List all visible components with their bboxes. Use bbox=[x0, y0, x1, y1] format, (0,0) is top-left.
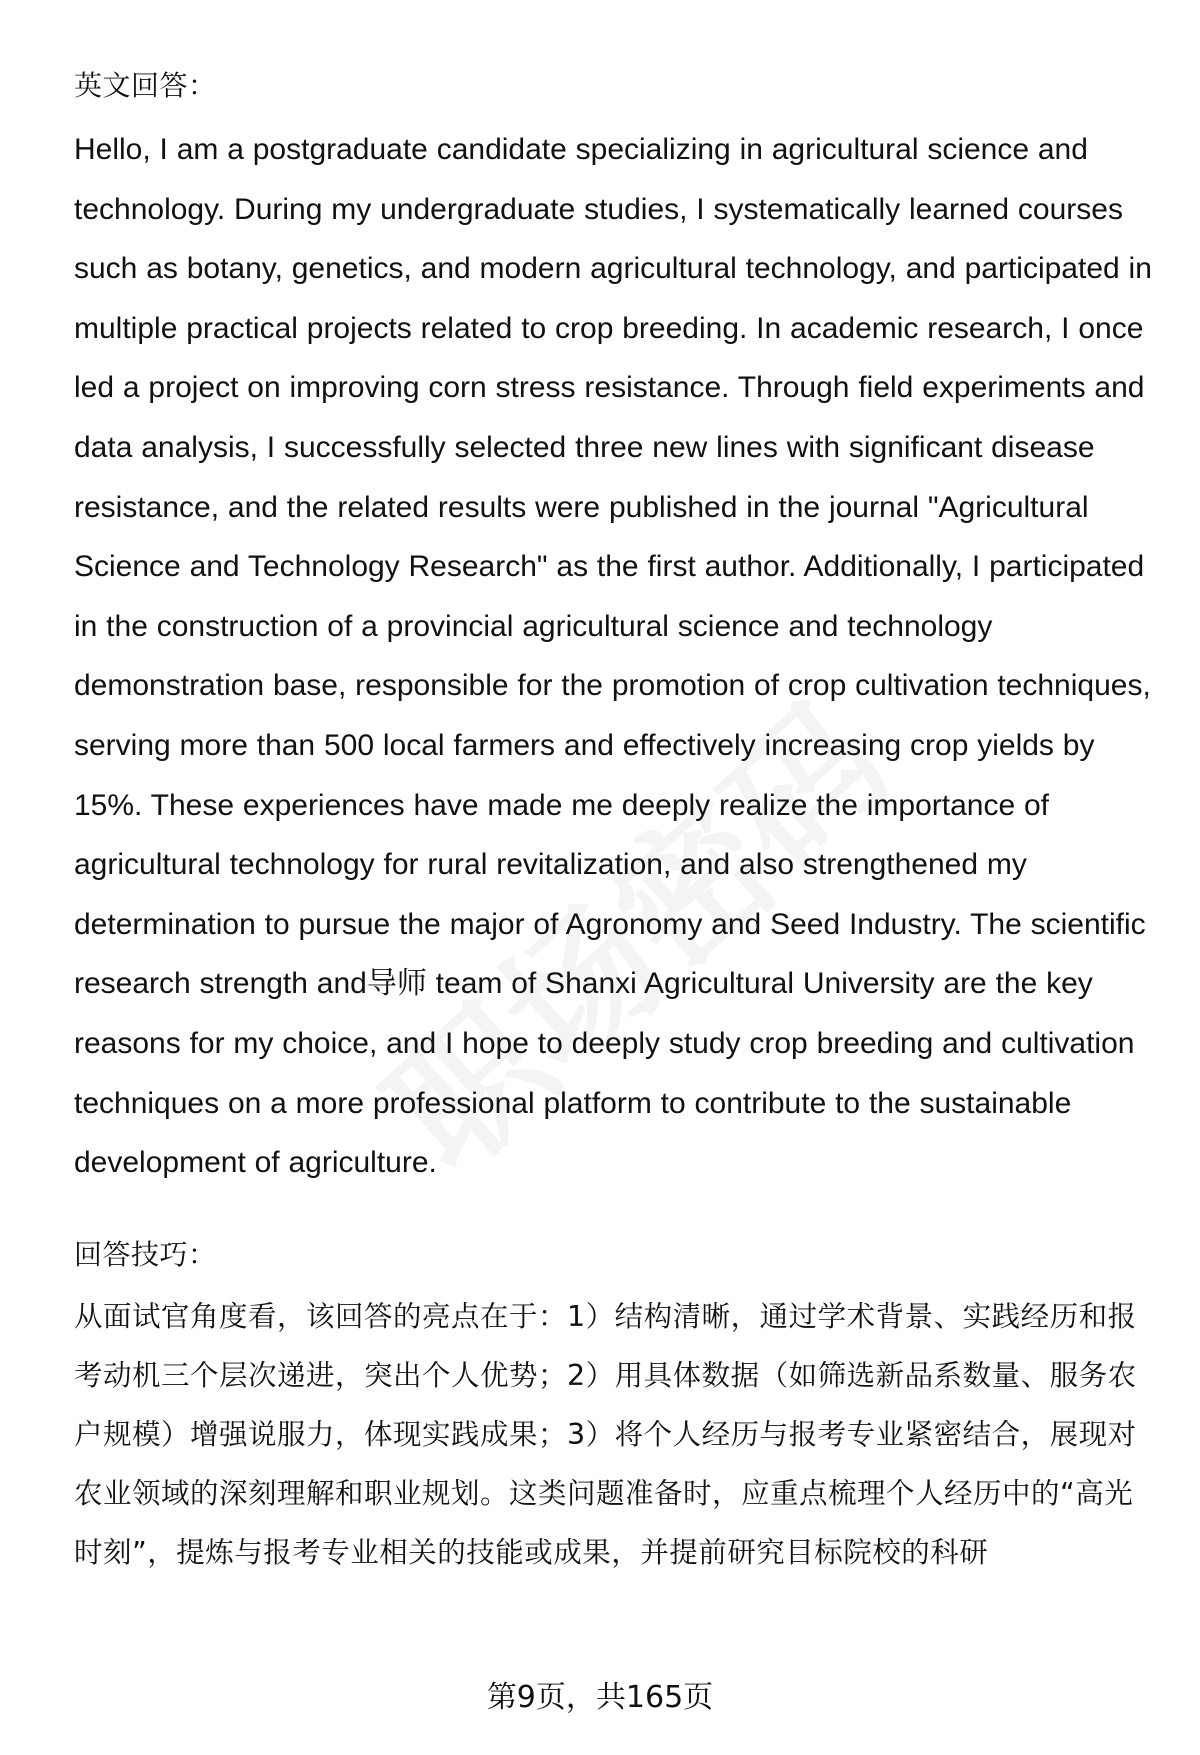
tips-heading: 回答技巧： bbox=[74, 1237, 217, 1271]
document-page bbox=[74, 66, 1164, 1582]
english-answer-text: Hello, I am a postgraduate candidate specializing in agricultural science and technology. During my undergraduate studies, I systematically learned courses such as botany, genetics, and modern agricultural technology, and participated in multiple practical projects related to crop breeding. In academic research, I once led a project on improving corn stress resistance. Through field experiments and data analysis, I successfully selected three new lines with significant disease resistance, and the related results were published in the journal "Agricultural Science and Technology Research" as the first author. Additionally, I participated in the construction of a provincial agricultural science and technology demonstration base, responsible for the promotion of crop cultivation techniques, serving more than 500 local farmers and effectively increasing crop yields by 15%. These experiences have made me deeply realize the importance of agricultural technology for rural revitalization, and also strengthened my determination to pursue the major of Agronomy and Seed Industry. The scientific research strength and导师 team of Shanxi Agricultural University are the key reasons for my choice, and I hope to deeply study crop breeding and cultivation techniques on a more professional platform to contribute to the sustainable development of agriculture. bbox=[74, 133, 1152, 1180]
page-indicator: 第9页，共165页 bbox=[486, 1680, 714, 1715]
tips-text: 从面试官角度看，该回答的亮点在于：1）结构清晰，通过学术背景、实践经历和报考动机三个层次递进，突出个人优势；2）用具体数据（如筛选新品系数量、服务农户规模）增强说服力，体现实践成果；3）将个人经历与报考专业紧密结合，展现对农业领域的深刻理解和职业规划。这类问题准备时，应重点梳理个人经历中的“高光时刻”，提炼与报考专业相关的技能或成果，并提前研究目标院校的科研 bbox=[74, 1299, 1137, 1569]
english-answer-heading: 英文回答： bbox=[74, 69, 217, 102]
